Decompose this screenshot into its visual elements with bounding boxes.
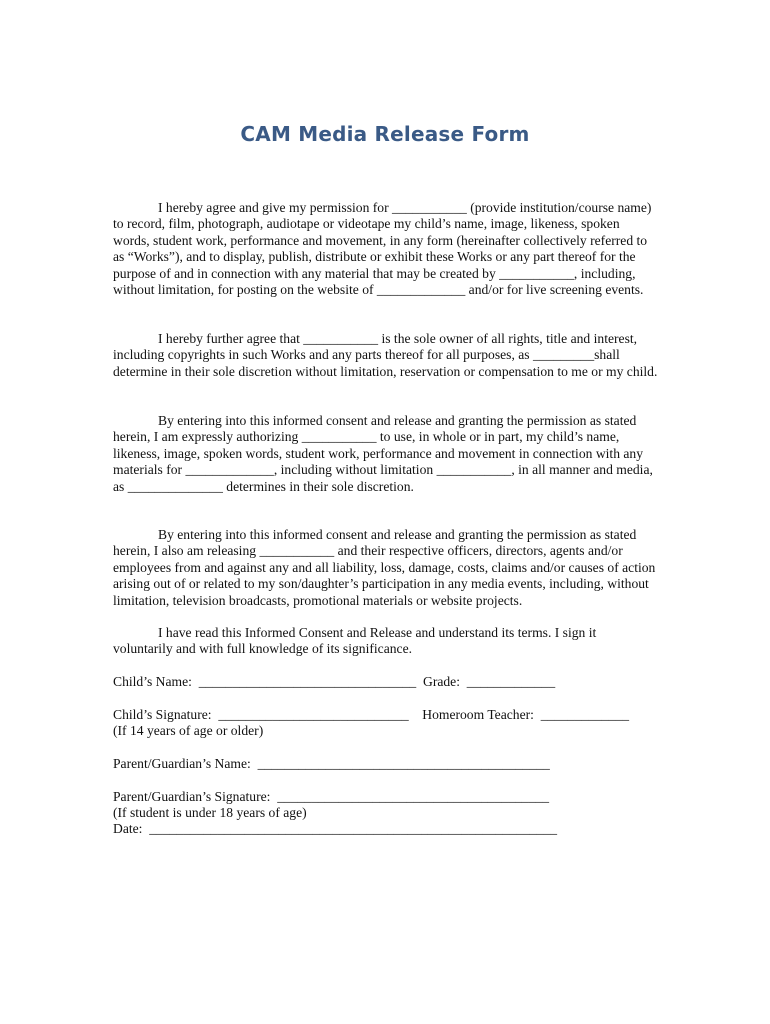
guardian-name-line[interactable]: Parent/Guardian’s Name: ___________________________________________: [113, 756, 550, 771]
paragraph-ownership-text: I hereby further agree that ___________ is the sole owner of all rights, title and interest, including copyrights in such Works and any parts thereof for all purposes, as _________shall determine in their sole discretion without limitation, reservation or compensation to me or my child.: [113, 330, 658, 379]
guardian-signature-line[interactable]: Parent/Guardian’s Signature: ________________________________________: [113, 789, 550, 804]
paragraph-release-text: By entering into this informed consent and release and granting the permission as stated herein, I also am releasing ___________ and their respective officers, directors, agents and/or employees from and against any and all liability, loss, damage, costs, claims and/or causes of action arising out of or related to my son/daughter’s participation in any media events, including, without limitation, television broadcasts, promotional materials or website projects.: [113, 526, 656, 608]
paragraph-permission: [113, 183, 658, 315]
date-line[interactable]: Date: ____________________________________________________________: [113, 821, 558, 836]
form-title: CAM Media Release Form: [240, 122, 530, 146]
childs-name-grade-line[interactable]: Child’s Name: ________________________________ Grade: _____________: [113, 674, 556, 689]
childs-signature-teacher-line[interactable]: Child’s Signature: ____________________________ Homeroom Teacher: _____________: [113, 707, 630, 722]
guardian-signature-note: (If student is under 18 years of age): [113, 805, 307, 820]
paragraph-authorization: [113, 396, 658, 512]
paragraph-acknowledgement: [113, 608, 658, 674]
paragraph-permission-text: I hereby agree and give my permission for ___________ (provide institution/course name) to record, film, photograph, audiotape or videotape my child’s name, image, likeness, spoken words, student work, performance and movement, in any form (hereinafter collectively referred to as “Works”), and to display, publish, distribute or exhibit these Works or any part thereof for the purpose of and in connection with any material that may be created by ___________, including, without limitation, for posting on the website of _____________ and/or for live screening events.: [113, 199, 652, 297]
paragraph-ownership: [113, 314, 658, 397]
paragraph-authorization-text: By entering into this informed consent and release and granting the permission as stated herein, I am expressly authorizing ___________ to use, in whole or in part, my child’s name, likeness, image, spoken words, student work, performance and movement in connection with any materials for _____________, including without limitation ___________, in all manner and media, as ______________ determines in their sole discretion.: [113, 412, 653, 494]
childs-signature-note: (If 14 years of age or older): [113, 723, 264, 738]
paragraph-acknowledgement-text: I have read this Informed Consent and Release and understand its terms. I sign it voluntarily and with full knowledge of its significance.: [113, 624, 597, 656]
